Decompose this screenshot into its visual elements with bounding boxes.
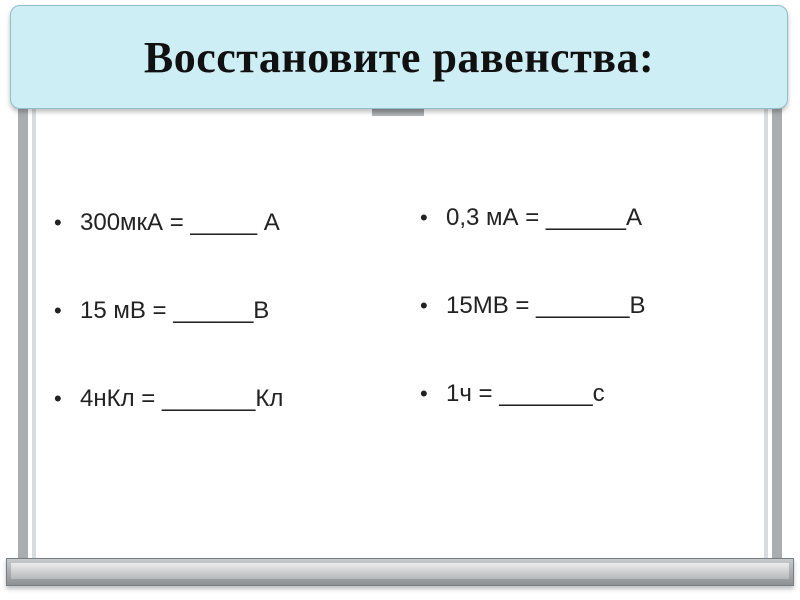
right-equations-list [418, 203, 646, 467]
list-item [52, 208, 283, 296]
bullet-icon: • [54, 386, 62, 411]
bullet-icon: • [420, 205, 428, 230]
board-ledge-inner [11, 563, 789, 579]
bullet-icon: • [54, 298, 62, 323]
title-banner [10, 5, 788, 109]
bullet-icon: • [54, 210, 62, 235]
equation-text: 4нКл = _______Кл [80, 385, 284, 412]
list-item [418, 291, 646, 379]
equation-text: 15МВ = _______В [446, 292, 646, 319]
equation-text: 1ч = _______с [446, 380, 605, 407]
left-equations-list [52, 208, 283, 472]
list-item [52, 296, 283, 384]
list-item [418, 203, 646, 291]
board-ledge [6, 558, 794, 586]
bullet-icon: • [420, 293, 428, 318]
list-item [418, 379, 646, 467]
equation-text: 0,3 мА = ______А [446, 204, 642, 231]
equation-text: 300мкА = _____ А [80, 209, 280, 236]
list-item [52, 384, 283, 472]
bullet-icon: • [420, 381, 428, 406]
slide-title: Восстановите равенства: [143, 32, 655, 82]
equation-text: 15 мВ = ______В [80, 297, 270, 324]
